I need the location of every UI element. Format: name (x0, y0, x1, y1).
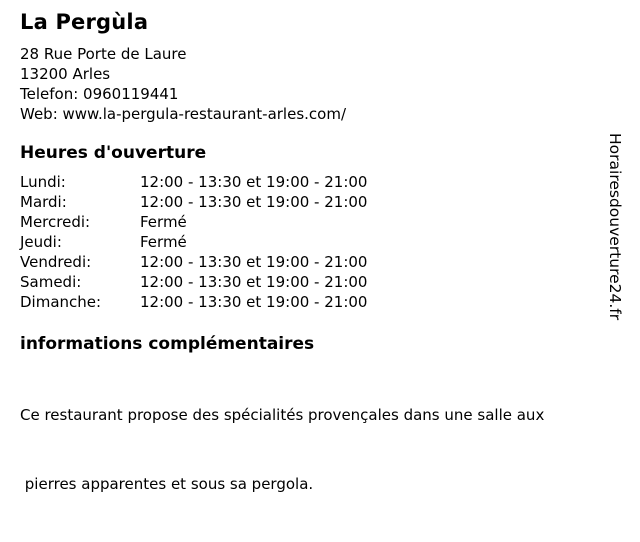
opening-hours-table (20, 172, 367, 312)
hours-value: 12:00 - 13:30 et 19:00 - 21:00 (140, 253, 368, 271)
hours-row-friday (20, 252, 367, 272)
page-title: La Pergùla (20, 10, 149, 34)
day-label: Mardi: (20, 193, 67, 211)
hours-row-thursday (20, 232, 367, 252)
watermark-site-name: Horairesdouverture24.fr (606, 133, 624, 321)
hours-row-sunday (20, 292, 367, 312)
day-label: Dimanche: (20, 293, 102, 311)
info-line: Ce restaurant propose des spécialités provençales dans une salle aux (20, 406, 545, 424)
hours-row-saturday (20, 272, 367, 292)
day-label: Jeudi: (20, 233, 62, 251)
hours-row-monday (20, 172, 367, 192)
hours-value: 12:00 - 13:30 et 19:00 - 21:00 (140, 173, 368, 191)
day-label: Mercredi: (20, 213, 91, 231)
hours-row-wednesday (20, 212, 367, 232)
hours-value: Fermé (140, 213, 187, 231)
additional-info-heading: informations complémentaires (20, 334, 315, 354)
hours-value: Fermé (140, 233, 187, 251)
info-line: pierres apparentes et sous sa pergola. (20, 475, 314, 493)
opening-hours-heading: Heures d'ouverture (20, 143, 207, 163)
day-label: Vendredi: (20, 253, 92, 271)
address-block (20, 44, 346, 124)
hours-row-tuesday (20, 192, 367, 212)
hours-value: 12:00 - 13:30 et 19:00 - 21:00 (140, 293, 368, 311)
hours-value: 12:00 - 13:30 et 19:00 - 21:00 (140, 193, 368, 211)
address-line-street: 28 Rue Porte de Laure (20, 45, 187, 63)
day-label: Lundi: (20, 173, 66, 191)
phone-line: Telefon: 0960119441 (20, 85, 179, 103)
hours-value: 12:00 - 13:30 et 19:00 - 21:00 (140, 273, 368, 291)
day-label: Samedi: (20, 273, 82, 291)
web-line: Web: www.la-pergula-restaurant-arles.com/ (20, 105, 346, 123)
address-line-city: 13200 Arles (20, 65, 111, 83)
additional-info-paragraph (20, 358, 620, 542)
